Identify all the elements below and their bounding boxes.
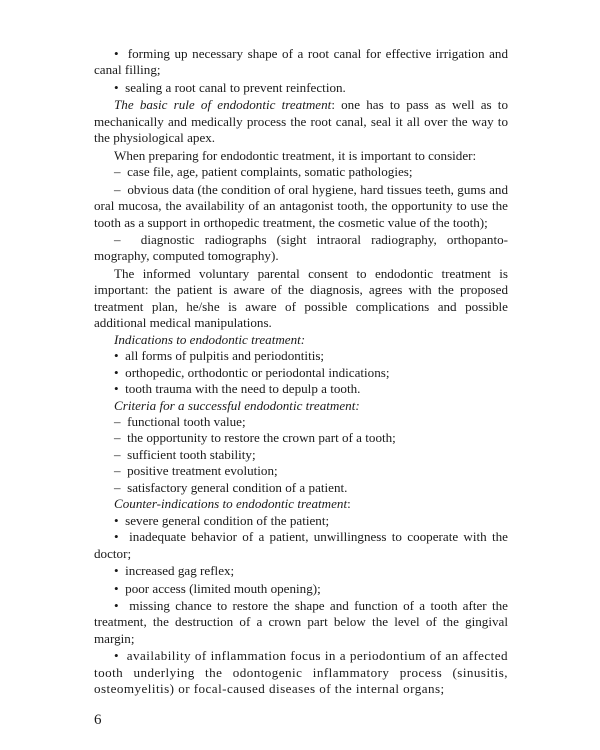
list-item: • all forms of pulpitis and periodontitis; bbox=[94, 348, 508, 364]
page-number: 6 bbox=[94, 712, 102, 728]
counter-heading-colon: : bbox=[347, 496, 351, 512]
criteria-heading: Criteria for a successful endodontic treatment: bbox=[114, 397, 360, 413]
list-item: – functional tooth value; bbox=[94, 414, 508, 430]
list-item: – satisfactory general condition of a patient. bbox=[94, 480, 508, 496]
list-item: • orthopedic, orthodontic or periodontal indications; bbox=[94, 365, 508, 381]
list-item: • missing chance to restore the shape and function of a tooth after the treatment, the destruction of a crown part below the level of the gingival margin; bbox=[94, 598, 508, 647]
list-item: • increased gag reflex; bbox=[94, 563, 508, 579]
list-item: • severe general condition of the patient; bbox=[94, 513, 508, 529]
paragraph-consent: The informed voluntary parental consent to endodontic treatment is important: the patient is aware of the diagnosis, agrees with the proposed treatment plan, he/she is aware of possible complications and possible additional medical manipulations. bbox=[94, 265, 508, 331]
paragraph-basic-rule bbox=[94, 97, 508, 146]
paragraph-consider: When preparing for endodontic treatment, it is important to consider: bbox=[114, 147, 477, 163]
rule-lead: The basic rule of endodontic treatment bbox=[114, 97, 332, 113]
list-item: – sufficient tooth stability; bbox=[94, 447, 508, 463]
list-item: • tooth trauma with the need to depulp a tooth. bbox=[94, 381, 508, 397]
list-item: • poor access (limited mouth opening); bbox=[94, 581, 508, 597]
rule-text: : one has to pass as well as to mechanically and medically process the root canal, seal it all over the way to the physiological apex. bbox=[94, 97, 508, 146]
list-item: • inadequate behavior of a patient, unwillingness to cooperate with the doctor; bbox=[94, 529, 508, 562]
counter-heading: Counter-indications to endodontic treatment bbox=[114, 496, 348, 512]
list-item: – diagnostic radiographs (sight intraoral radiography, orthopantomography, computed tomography). bbox=[94, 232, 508, 265]
body-text bbox=[94, 46, 508, 698]
list-item: • sealing a root canal to prevent reinfection. bbox=[94, 80, 508, 96]
list-item: – positive treatment evolution; bbox=[94, 463, 508, 479]
counter-heading-line bbox=[94, 496, 508, 512]
list-item: – the opportunity to restore the crown part of a tooth; bbox=[94, 430, 508, 446]
list-item: • forming up necessary shape of a root canal for effective irrigation and canal filling; bbox=[94, 46, 508, 79]
list-item: • availability of inflammation focus in a periodontium of an affected tooth underlying the odontogenic inflammatory process (sinusitis, osteomyelitis) or focal-caused diseases of the internal organs; bbox=[94, 648, 508, 697]
list-item: – case file, age, patient complaints, somatic pathologies; bbox=[94, 164, 508, 180]
indications-heading: Indications to endodontic treatment: bbox=[114, 331, 306, 347]
list-item: – obvious data (the condition of oral hygiene, hard tissues teeth, gums and oral mucosa, the availability of an antagonist tooth, the opportunity to use the tooth as a support in orthopedic treatment, the cosmetic value of the tooth); bbox=[94, 182, 508, 231]
